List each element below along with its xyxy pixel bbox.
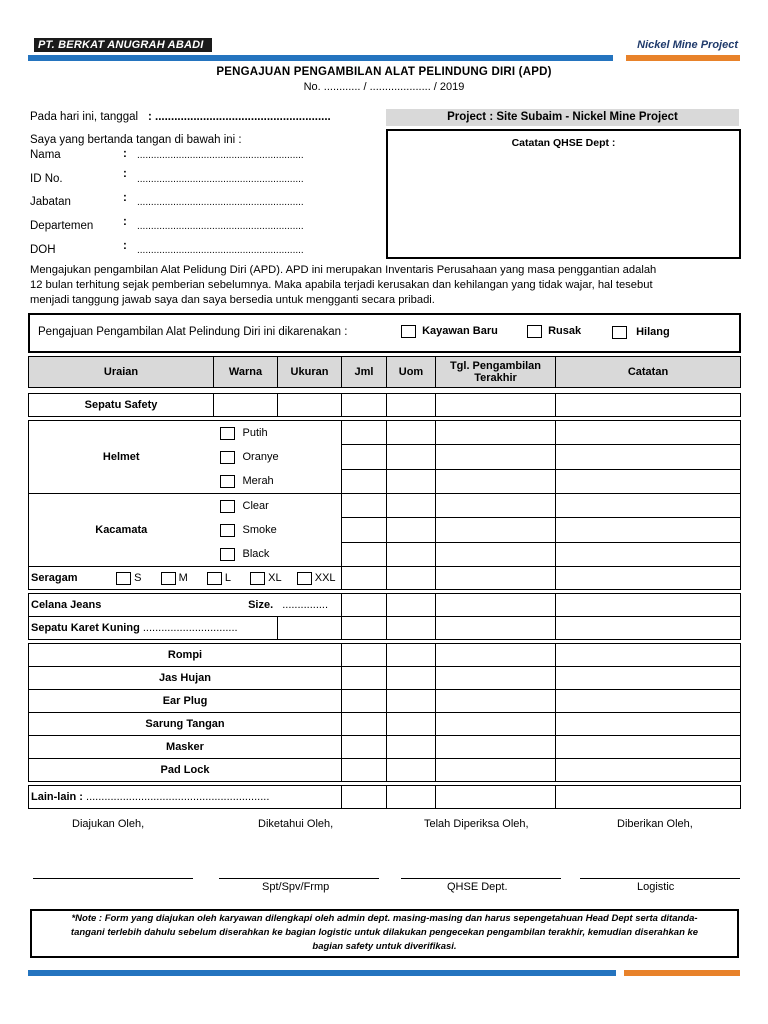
cell[interactable] [436,667,556,690]
col-header: Jml [342,357,387,388]
table-row [29,759,741,782]
checkbox-icon[interactable] [297,572,312,585]
sign-role-submitted: Diajukan Oleh, [72,818,145,830]
jabatan-field[interactable]: ............................................................ [137,197,304,208]
cell[interactable] [387,667,436,690]
cell[interactable] [556,469,741,493]
sign-title-spv: Spt/Spv/Frmp [262,881,330,893]
cell[interactable] [436,445,556,469]
cell[interactable] [342,713,387,736]
signature-line[interactable] [580,878,740,879]
note-line: *Note : Form yang diajukan oleh karyawan dilengkapi oleh admin dept. masing-masing dan harus sepengetahuan Head Dept serta ditanda- [71,913,698,924]
item-helmet: Helmet [29,421,214,494]
cell[interactable] [342,736,387,759]
cell[interactable] [387,421,436,445]
cell[interactable] [436,567,556,590]
cell[interactable] [342,394,387,417]
option-clear[interactable]: Clear [220,494,338,518]
apd-table [28,356,741,809]
cell[interactable] [387,567,436,590]
id-field[interactable]: ............................................................ [137,174,304,185]
reason-label: Pengajuan Pengambilan Alat Pelindung Diri ini dikarenakan : [38,326,348,338]
item-rompi: Rompi [29,644,342,667]
cell[interactable] [556,445,741,469]
note-line: tangani terlebih dahulu sebelum diserahkan ke bagian logistic untuk dilakukan pengecekan pengambilan terakhir, kemudian diserahkan ke [70,927,699,938]
cell[interactable] [342,617,387,640]
cell[interactable] [436,494,556,518]
checkbox-icon[interactable] [401,325,416,338]
cell[interactable] [342,469,387,493]
cell[interactable] [342,644,387,667]
cell[interactable] [556,542,741,566]
footer-blue-bar [28,970,616,976]
sepatu-karet-field[interactable]: ............................... [142,622,238,634]
col-header: Uraian [29,357,214,388]
cell[interactable] [387,736,436,759]
option-oranye[interactable]: Oranye [220,445,338,469]
col-header: Tgl. Pengambilan Terakhir [436,357,556,388]
signature-line[interactable] [401,878,561,879]
cell[interactable] [387,759,436,782]
date-field[interactable]: : ....................................................... [148,111,331,123]
reason-box [28,313,741,353]
col-header: Ukuran [278,357,342,388]
field-label-jabatan: Jabatan [30,196,71,208]
cell[interactable] [342,667,387,690]
item-sarung-tangan: Sarung Tangan [29,713,342,736]
sign-title-logistic: Logistic [637,881,675,893]
qhse-note-label: Catatan QHSE Dept : [511,137,616,149]
field-colon: : [123,216,127,228]
cell[interactable] [387,786,436,809]
cell[interactable] [556,421,741,445]
item-sepatu-safety: Sepatu Safety [29,394,214,417]
cell[interactable] [556,494,741,518]
sepatu-karet-label: Sepatu Karet Kuning [31,622,140,634]
company-name: PT. BERKAT ANUGRAH ABADI [34,38,212,52]
cell[interactable] [556,713,741,736]
cell[interactable] [342,421,387,445]
checkbox-icon[interactable] [220,524,235,537]
cell[interactable] [556,394,741,417]
item-pad-lock: Pad Lock [29,759,342,782]
item-lain-lain [29,786,342,809]
checkbox-icon[interactable] [220,427,235,440]
cell[interactable] [278,394,342,417]
signature-line[interactable] [219,878,379,879]
cell[interactable] [387,617,436,640]
table-row [29,567,741,590]
cell[interactable] [342,445,387,469]
lain-field[interactable]: ............................................................ [86,791,270,803]
table-header-row [29,357,741,388]
signature-line[interactable] [33,878,193,879]
checkbox-icon[interactable] [116,572,131,585]
cell[interactable] [342,759,387,782]
note-line: bagian safety untuk diverifikasi. [312,941,457,952]
cell[interactable] [342,518,387,542]
helmet-color-options [214,421,342,494]
cell[interactable] [387,690,436,713]
cell[interactable] [436,617,556,640]
project-header: Nickel Mine Project [637,39,738,51]
cell[interactable] [387,713,436,736]
item-jas-hujan: Jas Hujan [29,667,342,690]
field-colon: : [123,148,127,160]
project-box: Project : Site Subaim - Nickel Mine Project [386,109,739,126]
item-celana-jeans [29,594,342,617]
sign-role-given: Diberikan Oleh, [617,818,693,830]
cell[interactable] [436,786,556,809]
field-label-doh: DOH [30,244,56,256]
size-m[interactable]: M [161,572,204,584]
field-colon: : [123,168,127,180]
nama-field[interactable]: ............................................................ [137,150,304,161]
cell[interactable] [436,594,556,617]
col-header: Warna [214,357,278,388]
item-sepatu-karet [29,617,278,640]
table-row [29,786,741,809]
checkbox-icon[interactable] [161,572,176,585]
departemen-field[interactable]: ............................................................ [137,221,304,232]
table-row [29,644,741,667]
table-row [29,494,741,518]
cell[interactable] [387,445,436,469]
cell[interactable] [387,394,436,417]
sign-role-acknowledged: Diketahui Oleh, [258,818,334,830]
cell[interactable] [556,759,741,782]
field-label-id: ID No. [30,173,63,185]
sign-title-qhse: QHSE Dept. [447,881,508,893]
size-l[interactable]: L [207,572,247,584]
table-row [29,667,741,690]
form-title: PENGAJUAN PENGAMBILAN ALAT PELINDUNG DIRI (APD) [216,66,552,78]
cell[interactable] [556,644,741,667]
cell[interactable] [342,690,387,713]
col-header: Uom [387,357,436,388]
table-row [29,617,741,640]
cell[interactable] [436,736,556,759]
size-s[interactable]: S [116,572,157,584]
cell[interactable] [436,394,556,417]
cell[interactable] [436,759,556,782]
item-seragam [29,567,342,590]
doh-field[interactable]: ............................................................ [137,245,304,256]
celana-size-field[interactable]: ............... [282,599,329,611]
cell[interactable] [342,594,387,617]
cell[interactable] [436,469,556,493]
size-xxl[interactable]: XXL [297,572,336,584]
date-label: Pada hari ini, tanggal [30,111,139,123]
signer-intro: Saya yang bertanda tangan di bawah ini : [30,134,242,146]
checkbox-icon[interactable] [612,326,627,339]
qhse-note-box[interactable] [386,129,741,259]
checkbox-icon[interactable] [207,572,222,585]
cell[interactable] [556,518,741,542]
cell[interactable] [556,786,741,809]
cell[interactable] [556,567,741,590]
cell[interactable] [556,667,741,690]
table-row [29,394,741,417]
header-orange-bar [626,55,740,61]
item-kacamata: Kacamata [29,494,214,567]
header-blue-bar [28,55,613,61]
checkbox-icon[interactable] [220,548,235,561]
checkbox-icon[interactable] [220,475,235,488]
paragraph-line: menjadi tanggung jawab saya dan saya bersedia untuk mengganti secara pribadi. [30,294,435,306]
item-ear-plug: Ear Plug [29,690,342,713]
paragraph-line: Mengajukan pengambilan Alat Pelidung Diri (APD). APD ini merupakan Inventaris Perusahaan yang masa penggantian adalah [30,264,657,276]
cell[interactable] [436,644,556,667]
checkbox-icon[interactable] [220,451,235,464]
table-row [29,594,741,617]
cell[interactable] [556,736,741,759]
field-label-departemen: Departemen [30,220,94,232]
cell[interactable] [387,644,436,667]
option-smoke[interactable]: Smoke [220,518,338,542]
table-row [29,421,741,445]
option-black[interactable]: Black [220,542,338,566]
cell[interactable] [436,713,556,736]
field-colon: : [123,240,127,252]
cell[interactable] [342,786,387,809]
sign-role-checked: Telah Diperiksa Oleh, [424,818,529,830]
footer-orange-bar [624,970,740,976]
reason-new-employee[interactable]: Kayawan Baru [401,325,498,338]
form-number: No. ............ / .................... / 2019 [303,81,465,93]
cell[interactable] [342,542,387,566]
cell[interactable] [214,394,278,417]
cell[interactable] [387,518,436,542]
cell[interactable] [556,617,741,640]
reason-damaged[interactable]: Rusak [527,325,581,338]
paragraph-line: 12 bulan terhitung sejak pemberian sebelumnya. Maka apabila terjadi kerusakan dan kehilangan yang tidak wajar, hal tesebut [30,279,653,291]
cell[interactable] [387,594,436,617]
cell[interactable] [436,690,556,713]
cell[interactable] [436,421,556,445]
item-masker: Masker [29,736,342,759]
checkbox-icon[interactable] [527,325,542,338]
celana-size-label: Size. [248,599,274,611]
table-row [29,736,741,759]
cell[interactable] [342,494,387,518]
checkbox-icon[interactable] [250,572,265,585]
field-colon: : [123,192,127,204]
cell[interactable] [387,494,436,518]
kacamata-type-options [214,494,342,567]
cell[interactable] [436,518,556,542]
col-header: Catatan [556,357,741,388]
cell[interactable] [278,617,342,640]
note-box [30,909,739,958]
option-putih[interactable]: Putih [220,421,338,445]
checkbox-icon[interactable] [220,500,235,513]
size-xl[interactable]: XL [250,572,294,584]
reason-lost[interactable]: Hilang [612,326,670,339]
option-merah[interactable]: Merah [220,469,338,493]
table-row [29,690,741,713]
seragam-label: Seragam [31,571,78,584]
cell[interactable] [387,542,436,566]
cell[interactable] [342,567,387,590]
table-row [29,713,741,736]
cell[interactable] [556,690,741,713]
cell[interactable] [387,469,436,493]
cell[interactable] [436,542,556,566]
lain-label: Lain-lain : [31,791,83,803]
field-label-nama: Nama [30,149,61,161]
cell[interactable] [556,594,741,617]
celana-label: Celana Jeans [31,599,102,611]
